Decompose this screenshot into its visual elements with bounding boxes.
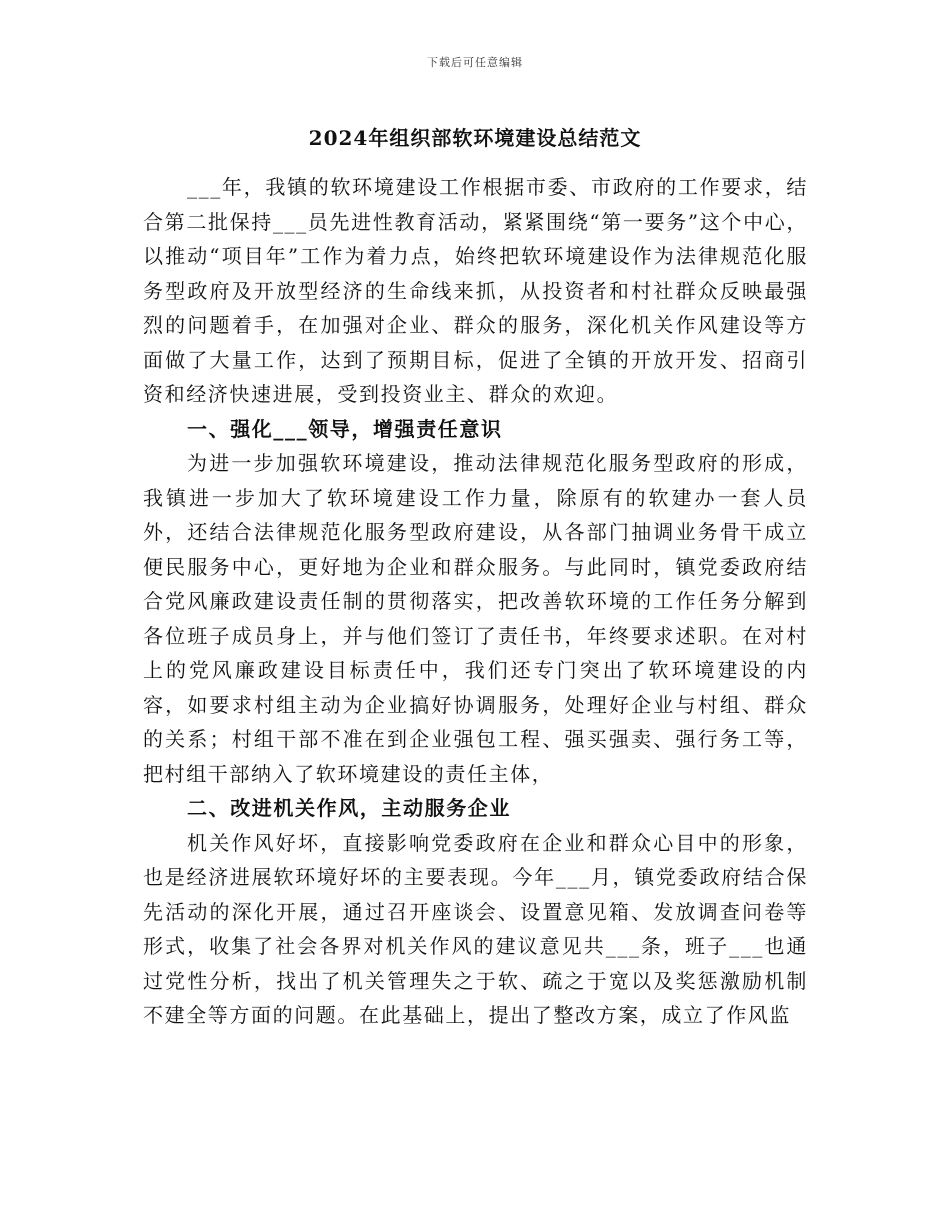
document-title: 2024年组织部软环境建设总结范文 — [308, 126, 642, 150]
header-note: 下载后可任意编辑 — [427, 56, 523, 69]
intro-paragraph: ___年，我镇的软环境建设工作根据市委、市政府的工作要求，结合第二批保持___员先进性教育活动，紧紧围绕“第一要务”这个中心，以推动“项目年”工作为着力点，始终把软环境建设作为法律规范化服务型政府及开放型经济的生命线来抓，从投资者和村社群众反映最强烈的问题着手，在加强对企业、群众的服务，深化机关作风建设等方面做了大量工作，达到了预期目标，促进了全镇的开放开发、招商引资和经济快速进展，受到投资业主、群众的欢迎。 — [143, 175, 808, 406]
section-1-paragraph: 为进一步加强软环境建设，推动法律规范化服务型政府的形成，我镇进一步加大了软环境建设工作力量，除原有的软建办一套人员外，还结合法律规范化服务型政府建设，从各部门抽调业务骨干成立便民服务中心，更好地为企业和群众服务。与此同时，镇党委政府结合党风廉政建设责任制的贯彻落实，把改善软环境的工作任务分解到各位班子成员身上，并与他们签订了责任书，年终要求述职。在对村上的党风廉政建设目标责任中，我们还专门突出了软环境建设的内容，如要求村组主动为企业搞好协调服务，处理好企业与村组、群众的关系；村组干部不准在到企业强包工程、强买强卖、强行务工等，把村组干部纳入了软环境建设的责任主体， — [143, 451, 808, 786]
section-2-heading: 二、改进机关作风，主动服务企业 — [187, 796, 511, 820]
section-1-heading: 一、强化___领导，增强责任意识 — [187, 416, 503, 441]
section-2-paragraph: 机关作风好坏，直接影响党委政府在企业和群众心目中的形象，也是经济进展软环境好坏的主要表现。今年___月，镇党委政府结合保先活动的深化开展，通过召开座谈会、设置意见箱、发放调查问卷等形式，收集了社会各界对机关作风的建议意见共___条，班子___也通过党性分析，找出了机关管理失之于软、疏之于宽以及奖惩激励机制不建全等方面的问题。在此基础上，提出了整改方案，成立了作风监 — [143, 830, 808, 1027]
document-body — [143, 170, 808, 1033]
